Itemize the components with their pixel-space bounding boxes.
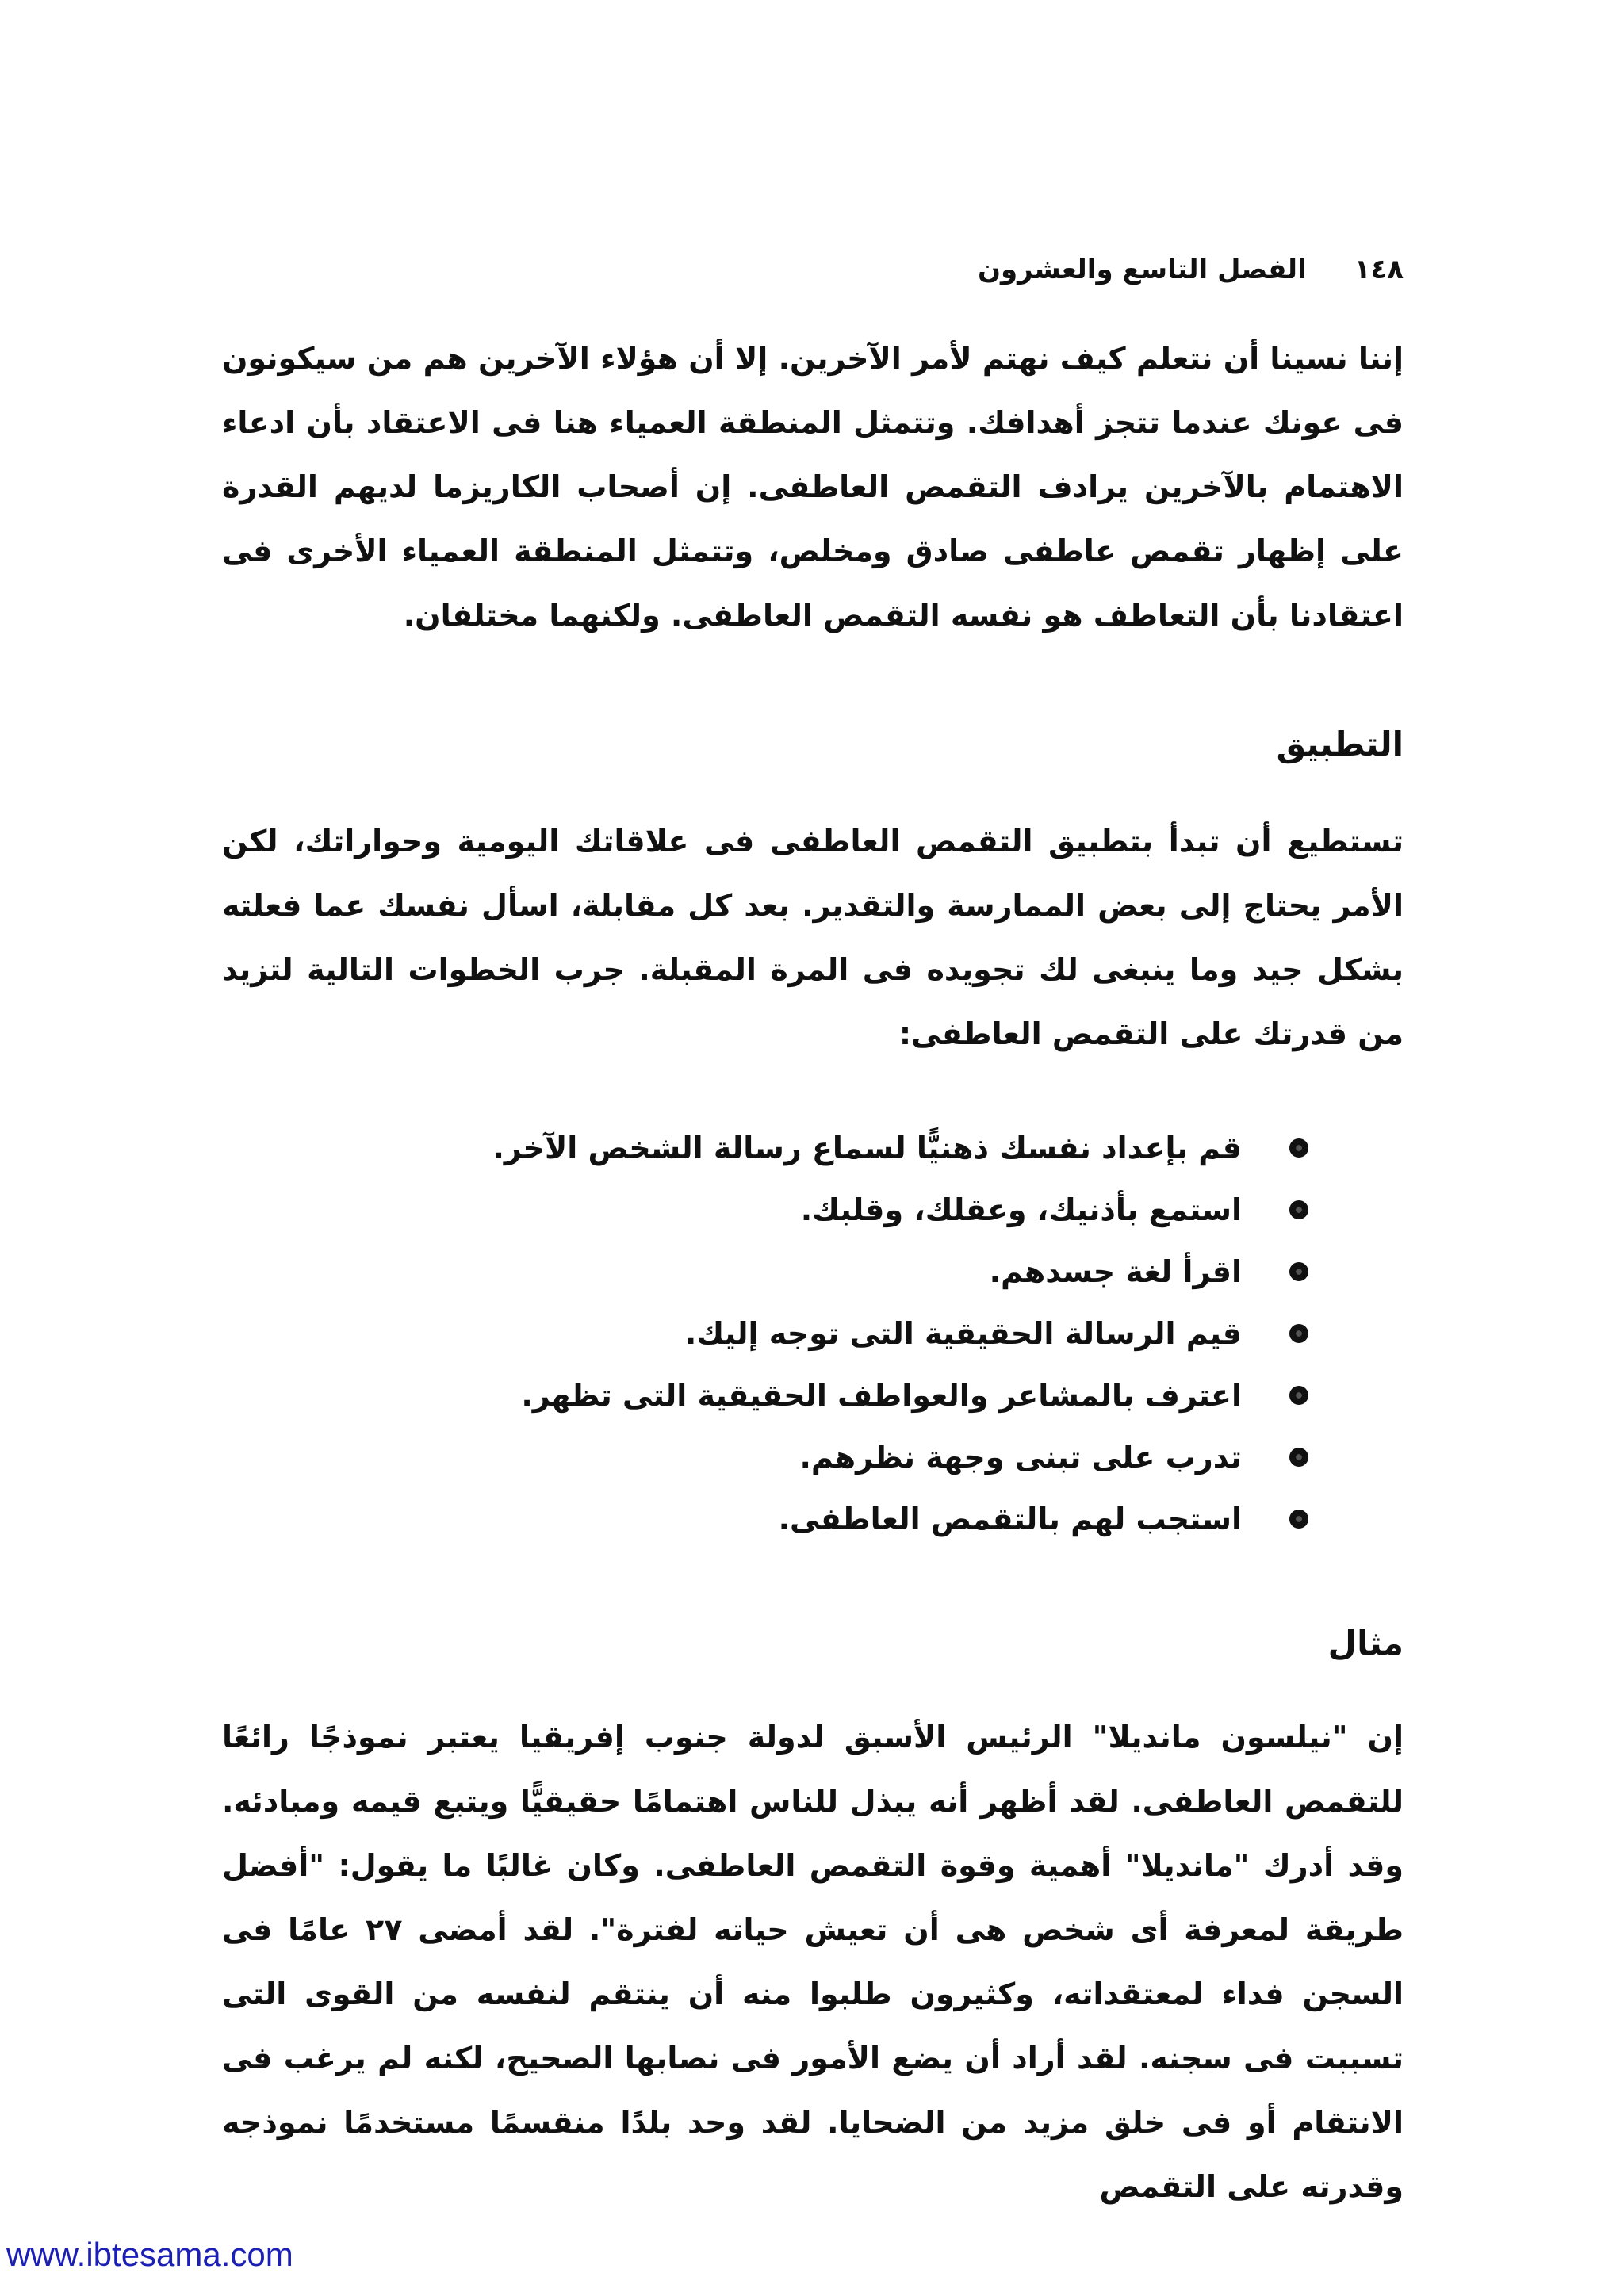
list-item [222, 1117, 1308, 1179]
page-content [222, 327, 1404, 2219]
section-heading-apply: التطبيق [1276, 725, 1404, 763]
page-header [222, 254, 1404, 285]
list-item [222, 1426, 1308, 1488]
example-paragraph: إن "نيلسون مانديلا" الرئيس الأسبق لدولة جنوب إفريقيا يعتبر نموذجًا رائعًا للتقمص العاطفى. لقد أظهر أنه يبذل للناس اهتمامًا حقيقيًّا ويتبع قيمه ومبادئه. وقد أدرك "مانديلا" أهمية وقوة التقمص العاطفى. وكان غالبًا ما يقول: "أفضل طريقة لمعرفة أى شخص هى أن تعيش حياته لفترة". لقد أمضى ٢٧ عامًا فى السجن فداء لمعتقداته، وكثيرون طلبوا منه أن ينتقم لنفسه من القوى التى تسببت فى سجنه. لقد أراد أن يضع الأمور فى نصابها الصحيح، لكنه لم يرغب فى الانتقام أو فى خلق مزيد من الضحايا. لقد وحد بلدًا منقسمًا مستخدمًا نموذجه وقدرته على التقمص [222, 1720, 1404, 2204]
bullet-icon [1289, 1200, 1308, 1219]
list-item [222, 1364, 1308, 1426]
bullet-icon [1289, 1448, 1308, 1467]
list-item-text: استمع بأذنيك، وعقلك، وقلبك. [800, 1192, 1242, 1227]
list-item-text: قم بإعداد نفسك ذهنيًّا لسماع رسالة الشخص الآخر. [492, 1131, 1242, 1165]
bullet-icon [1289, 1138, 1308, 1158]
bullet-icon [1289, 1386, 1308, 1405]
bullet-icon [1289, 1262, 1308, 1281]
list-item-text: استجب لهم بالتقمص العاطفى. [778, 1502, 1242, 1536]
list-item [222, 1303, 1308, 1364]
list-item [222, 1179, 1308, 1241]
bullet-icon [1289, 1324, 1308, 1343]
page-number: ١٤٨ [1354, 254, 1404, 285]
list-item [222, 1241, 1308, 1303]
list-item-text: تدرب على تبنى وجهة نظرهم. [799, 1440, 1242, 1475]
apply-paragraph: تستطيع أن تبدأ بتطبيق التقمص العاطفى فى علاقاتك اليومية وحواراتك، لكن الأمر يحتاج إلى بعض الممارسة والتقدير. بعد كل مقابلة، اسأل نفسك عما فعلته بشكل جيد وما ينبغى لك تجويده فى المرة المقبلة. جرب الخطوات التالية لتزيد من قدرتك على التقمص العاطفى: [222, 824, 1404, 1051]
list-item-text: اقرأ لغة جسدهم. [989, 1254, 1242, 1289]
bullet-icon [1289, 1510, 1308, 1529]
intro-paragraph: إننا نسينا أن نتعلم كيف نهتم لأمر الآخرين. إلا أن هؤلاء الآخرين هم من سيكونون فى عونك عندما تتجز أهدافك. وتتمثل المنطقة العمياء هنا فى الاعتقاد بأن ادعاء الاهتمام بالآخرين يرادف التقمص العاطفى. إن أصحاب الكاريزما لديهم القدرة على إظهار تقمص عاطفى صادق ومخلص، وتتمثل المنطقة العمياء الأخرى فى اعتقادنا بأن التعاطف هو نفسه التقمص العاطفى. ولكنهما مختلفان. [222, 341, 1404, 633]
section-heading-example: مثال [1327, 1624, 1404, 1663]
list-item-text: اعترف بالمشاعر والعواطف الحقيقية التى تظهر. [521, 1378, 1242, 1413]
watermark-url: www.ibtesama.com [6, 2236, 293, 2273]
chapter-title: الفصل التاسع والعشرون [977, 254, 1307, 285]
list-item-text: قيم الرسالة الحقيقية التى توجه إليك. [684, 1316, 1242, 1351]
list-item [222, 1488, 1308, 1550]
steps-list [222, 1117, 1404, 1550]
